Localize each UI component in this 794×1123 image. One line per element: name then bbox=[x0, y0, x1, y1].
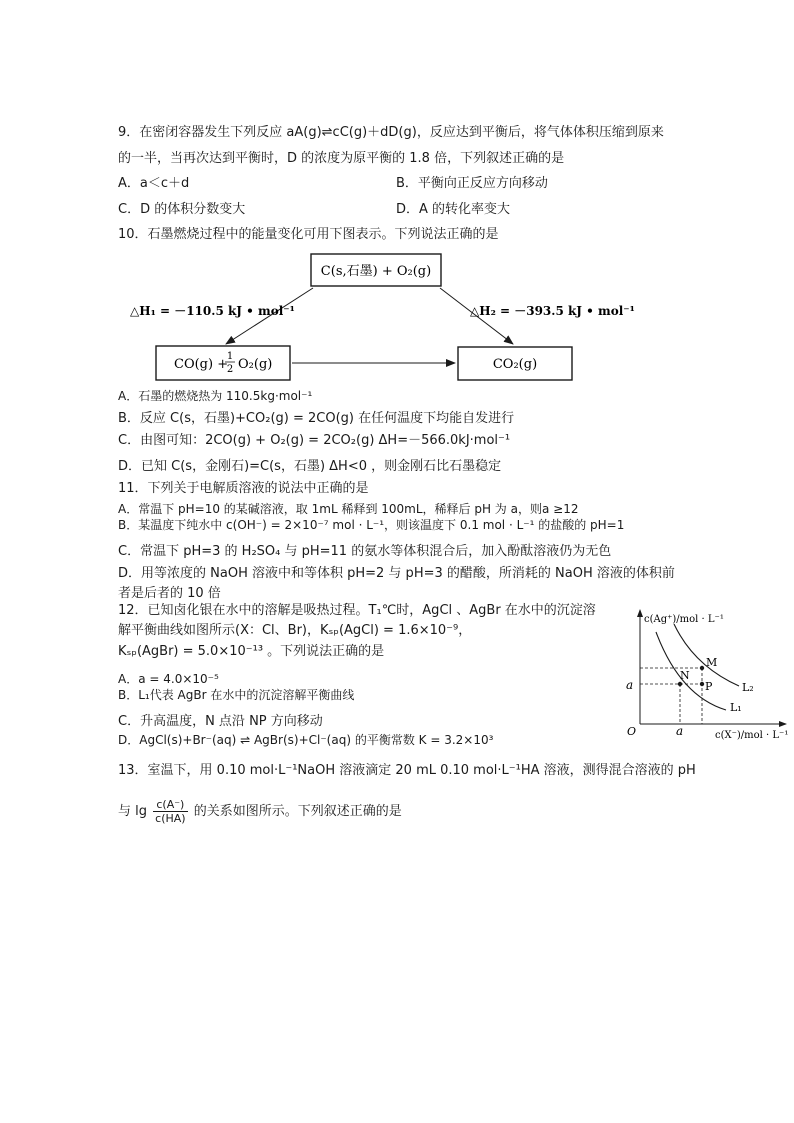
q10-dh2-label: △H₂ = －393.5 kJ • mol⁻¹ bbox=[470, 304, 635, 318]
q10-right-box-label: CO₂(g) bbox=[492, 357, 538, 372]
q9-option-c: C．D 的体积分数变大 bbox=[118, 202, 246, 217]
q12-label-l1: L₁ bbox=[730, 701, 742, 714]
q9-option-a: A．a＜c＋d bbox=[118, 176, 190, 191]
q10-option-b: B．反应 C(s，石墨)+CO₂(g) = 2CO(g) 在任何温度下均能自发进行 bbox=[118, 411, 515, 426]
q10-option-a: A．石墨的燃烧热为 110.5kg·mol⁻¹ bbox=[118, 389, 313, 403]
q12-option-a: A．a = 4.0×10⁻⁵ bbox=[118, 672, 219, 686]
q10-left-box-b: O₂(g) bbox=[238, 357, 273, 372]
q12-stem-line3: Kₛₚ(AgBr) = 5.0×10⁻¹³ 。下列说法正确的是 bbox=[118, 644, 385, 659]
q10-option-c: C．由图可知：2CO(g) + O₂(g) = 2CO₂(g) ΔH=－566.0kJ·mol⁻¹ bbox=[118, 433, 511, 448]
q12-a-x-label: a bbox=[676, 724, 684, 738]
q12-stem-line1: 12．已知卤化银在水中的溶解是吸热过程。T₁℃时，AgCl 、AgBr 在水中的沉淀溶 bbox=[118, 603, 596, 618]
q10-energy-diagram bbox=[118, 250, 638, 388]
q12-curve-l1 bbox=[656, 632, 726, 710]
q11-option-c: C．常温下 pH=3 的 H₂SO₄ 与 pH=11 的氨水等体积混合后，加入酚酞溶液仍为无色 bbox=[118, 544, 612, 559]
q9-stem-line1: 9．在密闭容器发生下列反应 aA(g)⇌cC(g)＋dD(g)，反应达到平衡后，将气体体积压缩到原来 bbox=[118, 125, 664, 140]
q10-left-box-a: CO(g) + bbox=[174, 357, 229, 372]
q12-y-label: c(Ag⁺)/mol · L⁻¹ bbox=[644, 614, 724, 625]
q10-top-box-label: C(s,石墨) + O₂(g) bbox=[320, 264, 432, 279]
q10-left-box-num: 1 bbox=[226, 351, 234, 362]
q12-origin: O bbox=[627, 725, 637, 738]
q10-left-box-den: 2 bbox=[226, 364, 234, 375]
q9-option-b: B．平衡向正反应方向移动 bbox=[396, 176, 548, 191]
q10-option-d: D．已知 C(s，金刚石)=C(s，石墨) ΔH<0 ，则金刚石比石墨稳定 bbox=[118, 459, 502, 474]
q12-solubility-graph bbox=[614, 604, 794, 746]
q12-label-p: P bbox=[705, 680, 713, 693]
q13-fraction-denominator: c(HA) bbox=[155, 812, 186, 825]
q12-option-b: B．L₁代表 AgBr 在水中的沉淀溶解平衡曲线 bbox=[118, 688, 355, 702]
q12-point-m bbox=[700, 666, 704, 670]
q12-option-c: C．升高温度，N 点沿 NP 方向移动 bbox=[118, 714, 323, 729]
q12-label-l2: L₂ bbox=[742, 681, 754, 694]
q12-x-label: c(X⁻)/mol · L⁻¹ bbox=[715, 730, 789, 741]
q13-fraction-numerator: c(A⁻) bbox=[153, 798, 187, 812]
q11-option-d-line1: D．用等浓度的 NaOH 溶液中和等体积 pH=2 与 pH=3 的醋酸，所消耗的 NaOH 溶液的体积前 bbox=[118, 566, 675, 581]
q11-option-a: A．常温下 pH=10 的某碱溶液，取 1mL 稀释到 100mL，稀释后 pH 为 a，则a ≥12 bbox=[118, 502, 579, 516]
q11-option-b: B．某温度下纯水中 c(OH⁻) = 2×10⁻⁷ mol · L⁻¹，则该温度下 0.1 mol · L⁻¹ 的盐酸的 pH=1 bbox=[118, 518, 625, 532]
q12-option-d: D．AgCl(s)+Br⁻(aq) ⇌ AgBr(s)+Cl⁻(aq) 的平衡常数 K = 3.2×10³ bbox=[118, 733, 494, 747]
q10-dh1-label: △H₁ = －110.5 kJ • mol⁻¹ bbox=[130, 304, 295, 318]
q12-point-p bbox=[700, 682, 704, 686]
q11-option-d-line2: 者是后者的 10 倍 bbox=[118, 586, 221, 601]
q12-point-n bbox=[678, 682, 682, 686]
q13-fraction bbox=[153, 798, 187, 825]
q13-stem-line2 bbox=[118, 798, 402, 825]
q12-stem-line2: 解平衡曲线如图所示(X：Cl、Br)，Kₛₚ(AgCl) = 1.6×10⁻⁹， bbox=[118, 623, 472, 638]
q9-stem-line2: 的一半，当再次达到平衡时，D 的浓度为原平衡的 1.8 倍，下列叙述正确的是 bbox=[118, 151, 565, 166]
q13-stem-prefix: 与 lg bbox=[118, 804, 147, 819]
q13-stem-suffix: 的关系如图所示。下列叙述正确的是 bbox=[193, 804, 402, 819]
q10-stem: 10．石墨燃烧过程中的能量变化可用下图表示。下列说法正确的是 bbox=[118, 227, 499, 242]
q11-stem: 11．下列关于电解质溶液的说法中正确的是 bbox=[118, 481, 369, 496]
q13-stem-line1: 13．室温下，用 0.10 mol·L⁻¹NaOH 溶液滴定 20 mL 0.10 mol·L⁻¹HA 溶液，测得混合溶液的 pH bbox=[118, 763, 696, 778]
q12-a-y-label: a bbox=[626, 678, 634, 692]
q12-label-n: N bbox=[680, 669, 690, 682]
q12-label-m: M bbox=[706, 656, 718, 669]
q9-option-d: D．A 的转化率变大 bbox=[396, 202, 511, 217]
